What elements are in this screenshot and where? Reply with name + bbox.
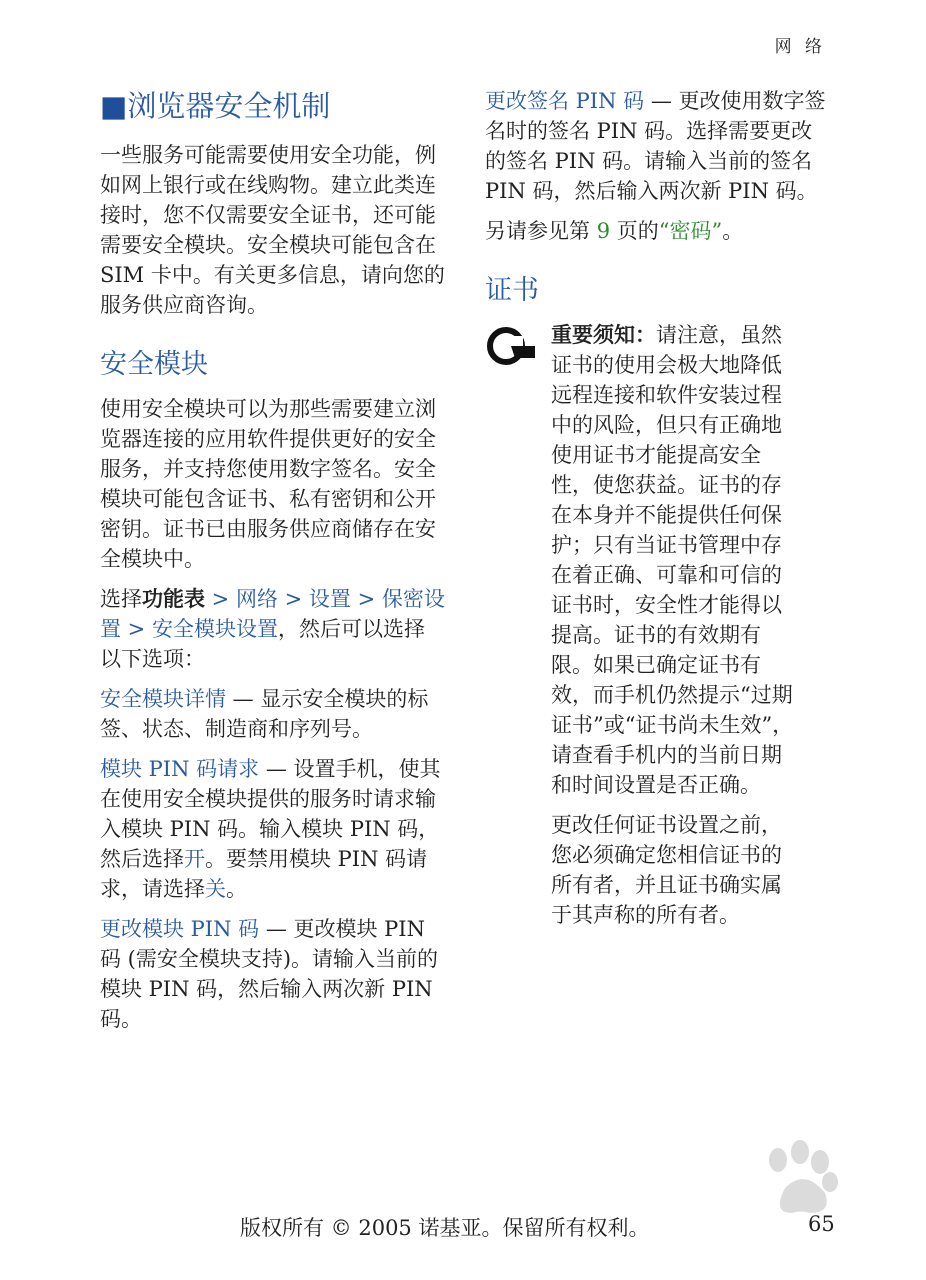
menu-item-security-settings: 保密设置: [100, 587, 445, 641]
menu-path-paragraph: 选择功能表 > 网络 > 设置 > 保密设置 > 安全模块设置，然后可以选择以下选项：: [100, 587, 445, 671]
option-module-pin-request: 模块 PIN 码请求 — 设置手机，使其在使用安全模块提供的服务时请求输入模块 PIN 码。输入模块 PIN 码，然后选择开。要禁用模块 PIN 码请求，请选择关。: [100, 757, 441, 901]
password-link: “密码”: [658, 219, 723, 243]
menu-item-functions: 功能表: [142, 587, 205, 611]
copyright-footer: 版权所有 © 2005 诺基亚。保留所有权利。: [240, 1216, 650, 1240]
note-hand-icon: [485, 320, 551, 940]
menu-item-settings: 设置: [308, 587, 351, 611]
intro-paragraph: 一些服务可能需要使用安全功能，例如网上银行或在线购物。建立此类连接时，您不仅需要安全证书，还可能需要安全模块。安全模块可能包含在 SIM 卡中。有关更多信息，请向您的服务供应商咨询。: [100, 143, 445, 317]
left-column: [100, 86, 445, 1044]
option-change-signing-pin: 更改签名 PIN 码 — 更改使用数字签名时的签名 PIN 码。选择需要更改的签名 PIN 码。请输入当前的签名 PIN 码，然后输入两次新 PIN 码。: [485, 89, 826, 203]
section-title-certificates: 证书: [485, 275, 539, 306]
note-body: [551, 320, 801, 940]
note-hand-svg: [485, 324, 541, 368]
note-paragraph: 重要须知：请注意，虽然证书的使用会极大地降低远程连接和软件安装过程中的风险，但只有正确地使用证书才能提高安全性，使您获益。证书的存在本身并不能提供任何保护；只有当证书管理中存在着正确、可靠和可信的证书时，安全性才能得以提高。证书的有效期有限。如果已确定证书有效，而手机仍然提示“过期证书”或“证书尚未生效”，请查看手机内的当前日期和时间设置是否正确。: [551, 323, 794, 797]
page-number: 65: [808, 1212, 835, 1236]
see-also-paragraph: 另请参见第 9 页的“密码”。: [485, 219, 744, 243]
page-reference: 9: [596, 219, 611, 243]
page-title: ■浏览器安全机制: [100, 89, 331, 123]
option-change-module-pin: 更改模块 PIN 码 — 更改模块 PIN 码 (需安全模块支持)。请输入当前的模块 PIN 码，然后输入两次新 PIN 码。: [100, 917, 439, 1031]
baidu-watermark-icon: [660, 1138, 880, 1248]
running-header: 网 络: [774, 37, 826, 57]
section-title-security-module: 安全模块: [100, 349, 208, 380]
option-module-details: 安全模块详情 — 显示安全模块的标签、状态、制造商和序列号。: [100, 687, 429, 741]
security-module-paragraph: 使用安全模块可以为那些需要建立浏览器连接的应用软件提供更好的安全服务，并支持您使用数字签名。安全模块可能包含证书、私有密钥和公开密钥。证书已由服务供应商储存在安全模块中。: [100, 397, 436, 571]
menu-item-network: 网络: [235, 587, 278, 611]
right-column: [485, 86, 830, 940]
note-paragraph-2: 更改任何证书设置之前，您必须确定您相信证书的所有者，并且证书确实属于其声称的所有者。: [551, 813, 782, 927]
menu-item-module-settings: 安全模块设置: [151, 617, 278, 641]
important-note: [485, 320, 830, 940]
